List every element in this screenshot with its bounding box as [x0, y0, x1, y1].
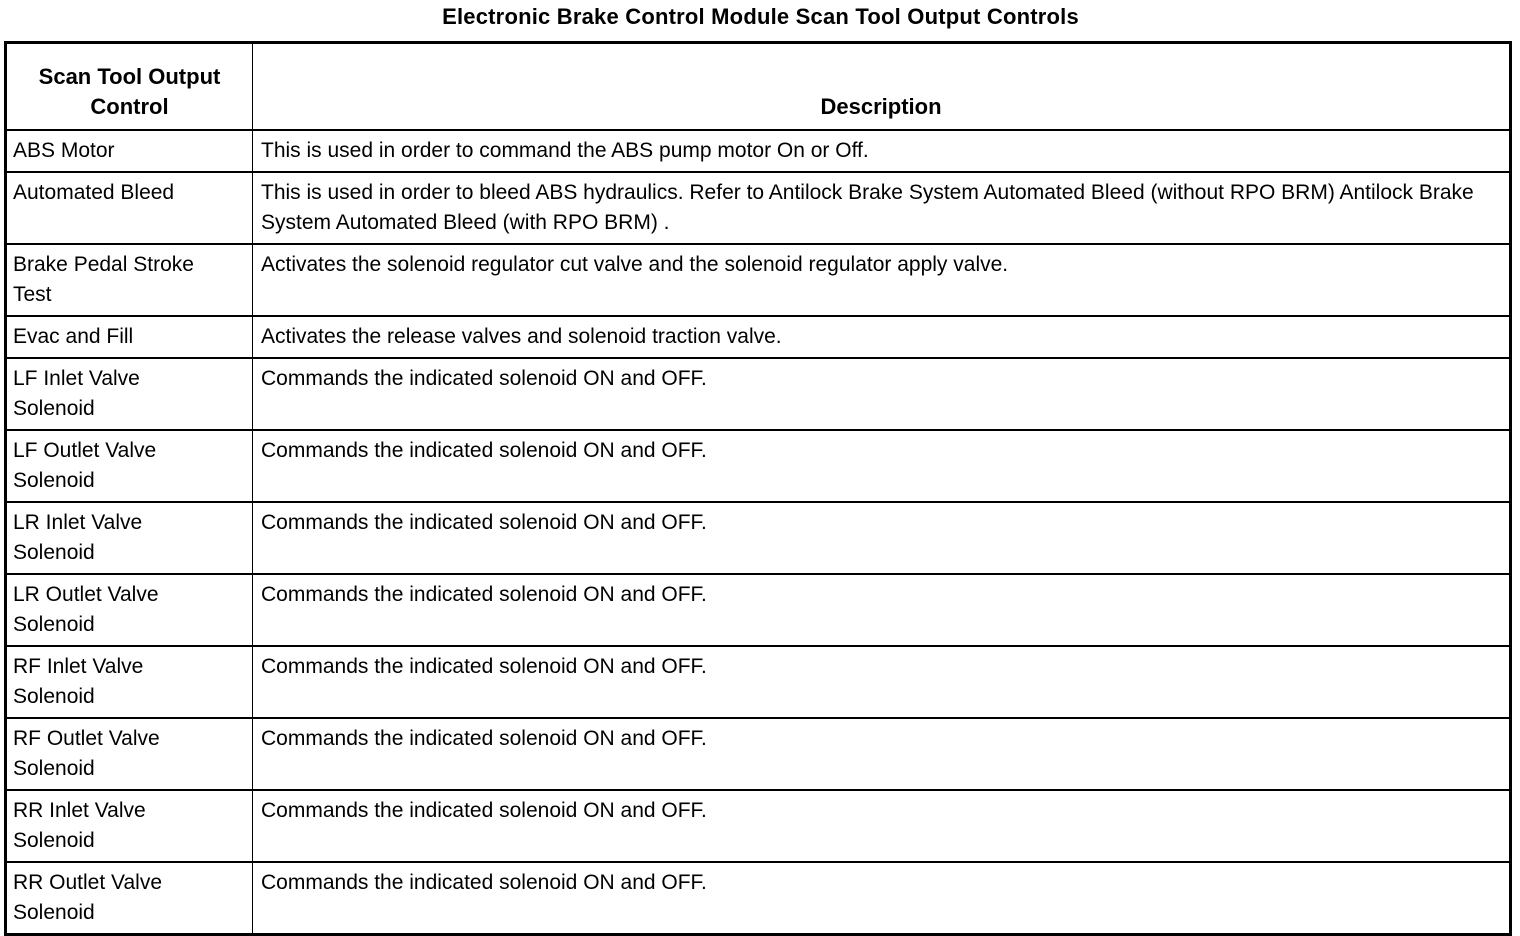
- table-row: [6, 172, 1511, 244]
- control-cell: RR Outlet Valve Solenoid: [6, 862, 253, 935]
- table-header-row: [6, 43, 1511, 131]
- page-title: Electronic Brake Control Module Scan Tool Output Controls: [442, 4, 1079, 29]
- control-cell: LR Inlet Valve Solenoid: [6, 502, 253, 574]
- control-cell: Evac and Fill: [6, 316, 253, 358]
- table-row: [6, 130, 1511, 172]
- column-header-scan-tool-output-control: Scan Tool Output Control: [6, 43, 253, 131]
- table-row: [6, 862, 1511, 935]
- table-row: [6, 358, 1511, 430]
- description-cell: This is used in order to bleed ABS hydraulics. Refer to Antilock Brake System Automated Bleed (without RPO BRM) Antilock Brake System Automated Bleed (with RPO BRM) .: [253, 172, 1511, 244]
- description-cell: Commands the indicated solenoid ON and OFF.: [253, 862, 1511, 935]
- description-cell: Activates the release valves and solenoid traction valve.: [253, 316, 1511, 358]
- document-page: [0, 4, 1517, 936]
- column-header-description: Description: [253, 43, 1511, 131]
- table-row: [6, 790, 1511, 862]
- table-row: [6, 244, 1511, 316]
- table-row: [6, 574, 1511, 646]
- table-row: [6, 718, 1511, 790]
- description-cell: Commands the indicated solenoid ON and OFF.: [253, 430, 1511, 502]
- control-cell: LF Outlet Valve Solenoid: [6, 430, 253, 502]
- scan-tool-output-controls-table: [4, 41, 1512, 936]
- description-cell: Commands the indicated solenoid ON and OFF.: [253, 502, 1511, 574]
- control-cell: LR Outlet Valve Solenoid: [6, 574, 253, 646]
- table-row: [6, 646, 1511, 718]
- control-cell: RF Outlet Valve Solenoid: [6, 718, 253, 790]
- table-row: [6, 430, 1511, 502]
- description-cell: Activates the solenoid regulator cut valve and the solenoid regulator apply valve.: [253, 244, 1511, 316]
- description-cell: Commands the indicated solenoid ON and OFF.: [253, 358, 1511, 430]
- control-cell: LF Inlet Valve Solenoid: [6, 358, 253, 430]
- table-row: [6, 316, 1511, 358]
- control-cell: Brake Pedal Stroke Test: [6, 244, 253, 316]
- description-cell: Commands the indicated solenoid ON and OFF.: [253, 646, 1511, 718]
- control-cell: RF Inlet Valve Solenoid: [6, 646, 253, 718]
- table-body: [6, 130, 1511, 935]
- control-cell: Automated Bleed: [6, 172, 253, 244]
- control-cell: RR Inlet Valve Solenoid: [6, 790, 253, 862]
- description-cell: Commands the indicated solenoid ON and OFF.: [253, 718, 1511, 790]
- control-cell: ABS Motor: [6, 130, 253, 172]
- table-row: [6, 502, 1511, 574]
- description-cell: This is used in order to command the ABS pump motor On or Off.: [253, 130, 1511, 172]
- description-cell: Commands the indicated solenoid ON and OFF.: [253, 790, 1511, 862]
- description-cell: Commands the indicated solenoid ON and OFF.: [253, 574, 1511, 646]
